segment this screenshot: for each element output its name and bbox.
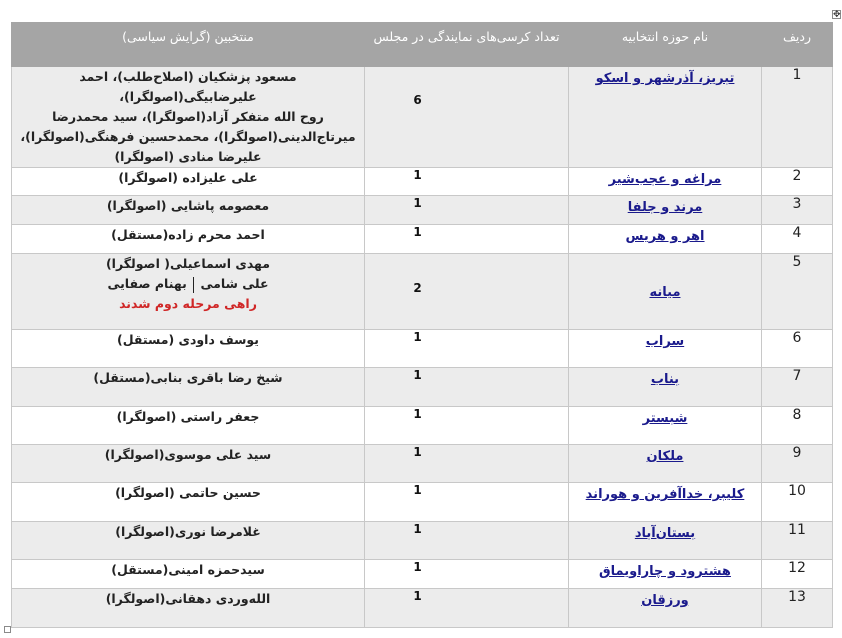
candidate-line: سیدحمزه امینی(مستقل) [111,562,265,577]
runoff-pair [12,274,364,294]
table-row [12,330,833,368]
row-number: 12 [762,560,833,589]
seats-cell [365,225,569,254]
table-row [12,522,833,560]
district-cell [569,589,762,628]
district-link[interactable]: میانه [649,285,681,300]
candidates-cell [12,560,365,589]
district-link[interactable]: تبریز، آذرشهر و اسکو [595,71,735,86]
row-number: 2 [762,168,833,196]
seats-value: 1 [413,560,422,574]
candidate-line: علیرضا منادی (اصولگرا) [114,149,262,164]
candidate-line: جعفر راستی (اصولگرا) [116,409,260,424]
district-link[interactable]: بناب [650,372,680,387]
seats-value: 1 [413,522,422,536]
candidate-line: یوسف داودی (مستقل) [117,332,259,347]
seats-cell [365,560,569,589]
seats-value: 1 [413,330,422,344]
row-number: 11 [762,522,833,560]
seats-cell [365,330,569,368]
district-cell [569,368,762,407]
seats-value: 1 [413,168,422,182]
table-row [12,225,833,254]
table-row [12,483,833,522]
table-row [12,67,833,168]
seats-value: 1 [413,368,422,382]
district-cell [569,445,762,483]
seats-cell [365,368,569,407]
seats-value: 2 [413,280,422,295]
runoff-note: راهی مرحله دوم شدند [119,296,257,311]
seats-value: 1 [413,589,422,603]
candidates-cell [12,330,365,368]
candidate-line: شیخ رضا باقری بنابی(مستقل) [93,370,283,385]
table-row [12,196,833,225]
candidate-line: مهدی اسماعیلی( اصولگرا) [105,256,271,271]
candidates-cell [12,225,365,254]
district-cell [569,483,762,522]
seats-cell [365,254,569,330]
row-number: 6 [762,330,833,368]
candidate-line: علی علیزاده (اصولگرا) [118,170,258,185]
header-district: نام حوزه انتخابیه [569,23,762,67]
table-resize-handle[interactable] [4,626,11,633]
candidates-cell [12,407,365,445]
seats-cell [365,483,569,522]
candidate-line: حسین حاتمی (اصولگرا) [115,485,261,500]
table-row [12,589,833,628]
row-number: 7 [762,368,833,407]
seats-cell [365,407,569,445]
seats-cell [365,445,569,483]
district-cell [569,225,762,254]
row-number: 1 [762,67,833,168]
table-row [12,168,833,196]
election-results-table [11,22,833,628]
district-cell [569,67,762,168]
candidates-cell [12,483,365,522]
district-link[interactable]: مرند و جلفا [627,200,703,215]
table-header-row [12,23,833,67]
runoff-candidate: بهنام صفایی [107,276,187,291]
row-number: 8 [762,407,833,445]
row-number: 5 [762,254,833,330]
seats-value: 1 [413,407,422,421]
seats-cell [365,67,569,168]
seats-cell [365,522,569,560]
candidate-line: غلامرضا نوری(اصولگرا) [115,524,261,539]
table-row [12,560,833,589]
district-link[interactable]: ورزقان [641,593,689,608]
district-link[interactable]: هشترود و چاراویماق [599,564,731,579]
district-cell [569,254,762,330]
candidate-line: احمد محرم زاده(مستقل) [111,227,265,242]
table-move-handle-icon[interactable]: ✥ [833,10,841,20]
candidates-cell [12,67,365,168]
district-cell [569,407,762,445]
candidate-line: سید علی موسوی(اصولگرا) [104,447,272,462]
table-row [12,254,833,330]
district-link[interactable]: سراب [645,334,685,349]
candidates-cell [12,445,365,483]
header-seats: تعداد کرسی‌های نمایندگی در مجلس [365,23,569,67]
row-number: 13 [762,589,833,628]
district-cell [569,522,762,560]
district-cell [569,330,762,368]
seats-value: 1 [413,445,422,459]
runoff-candidate: علی شامی [200,276,269,291]
district-cell [569,168,762,196]
district-link[interactable]: شبستر [642,411,688,426]
row-number: 10 [762,483,833,522]
seats-value: 6 [413,93,422,107]
district-link[interactable]: کلیبر، خداآفرین و هوراند [585,487,745,502]
district-cell [569,560,762,589]
candidate-line: مسعود پزشکیان (اصلاح‌طلب)، احمد علیرضابیگی(اصولگرا)، [79,69,297,104]
candidate-line: روح الله متفکر آزاد(اصولگرا)، سید محمدرضا [52,109,324,124]
row-number: 4 [762,225,833,254]
row-number: 3 [762,196,833,225]
district-link[interactable]: اهر و هریس [625,229,705,244]
row-number: 9 [762,445,833,483]
candidates-cell [12,254,365,330]
candidates-cell [12,168,365,196]
separator-bar [193,277,194,293]
district-link[interactable]: بستان‌آباد [634,526,696,541]
district-link[interactable]: مراغه و عجب‌شیر [608,172,722,187]
candidate-line: معصومه پاشایی (اصولگرا) [106,198,270,213]
candidate-line: الله‌وردی دهقانی(اصولگرا) [105,591,271,606]
seats-cell [365,589,569,628]
candidates-cell [12,368,365,407]
seats-value: 1 [413,483,422,497]
candidates-cell [12,196,365,225]
seats-cell [365,168,569,196]
header-candidates: منتخبین (گرایش سیاسی) [12,23,365,67]
header-row-number: ردیف [762,23,833,67]
table-row [12,407,833,445]
candidates-cell [12,522,365,560]
candidates-cell [12,589,365,628]
table-row [12,445,833,483]
district-cell [569,196,762,225]
district-link[interactable]: ملکان [646,449,684,464]
seats-cell [365,196,569,225]
seats-value: 1 [413,225,422,239]
seats-value: 1 [413,196,422,210]
candidate-line: میرتاج‌الدینی(اصولگرا)، محمدحسین فرهنگی(اصولگرا)، [20,129,356,144]
table-row [12,368,833,407]
